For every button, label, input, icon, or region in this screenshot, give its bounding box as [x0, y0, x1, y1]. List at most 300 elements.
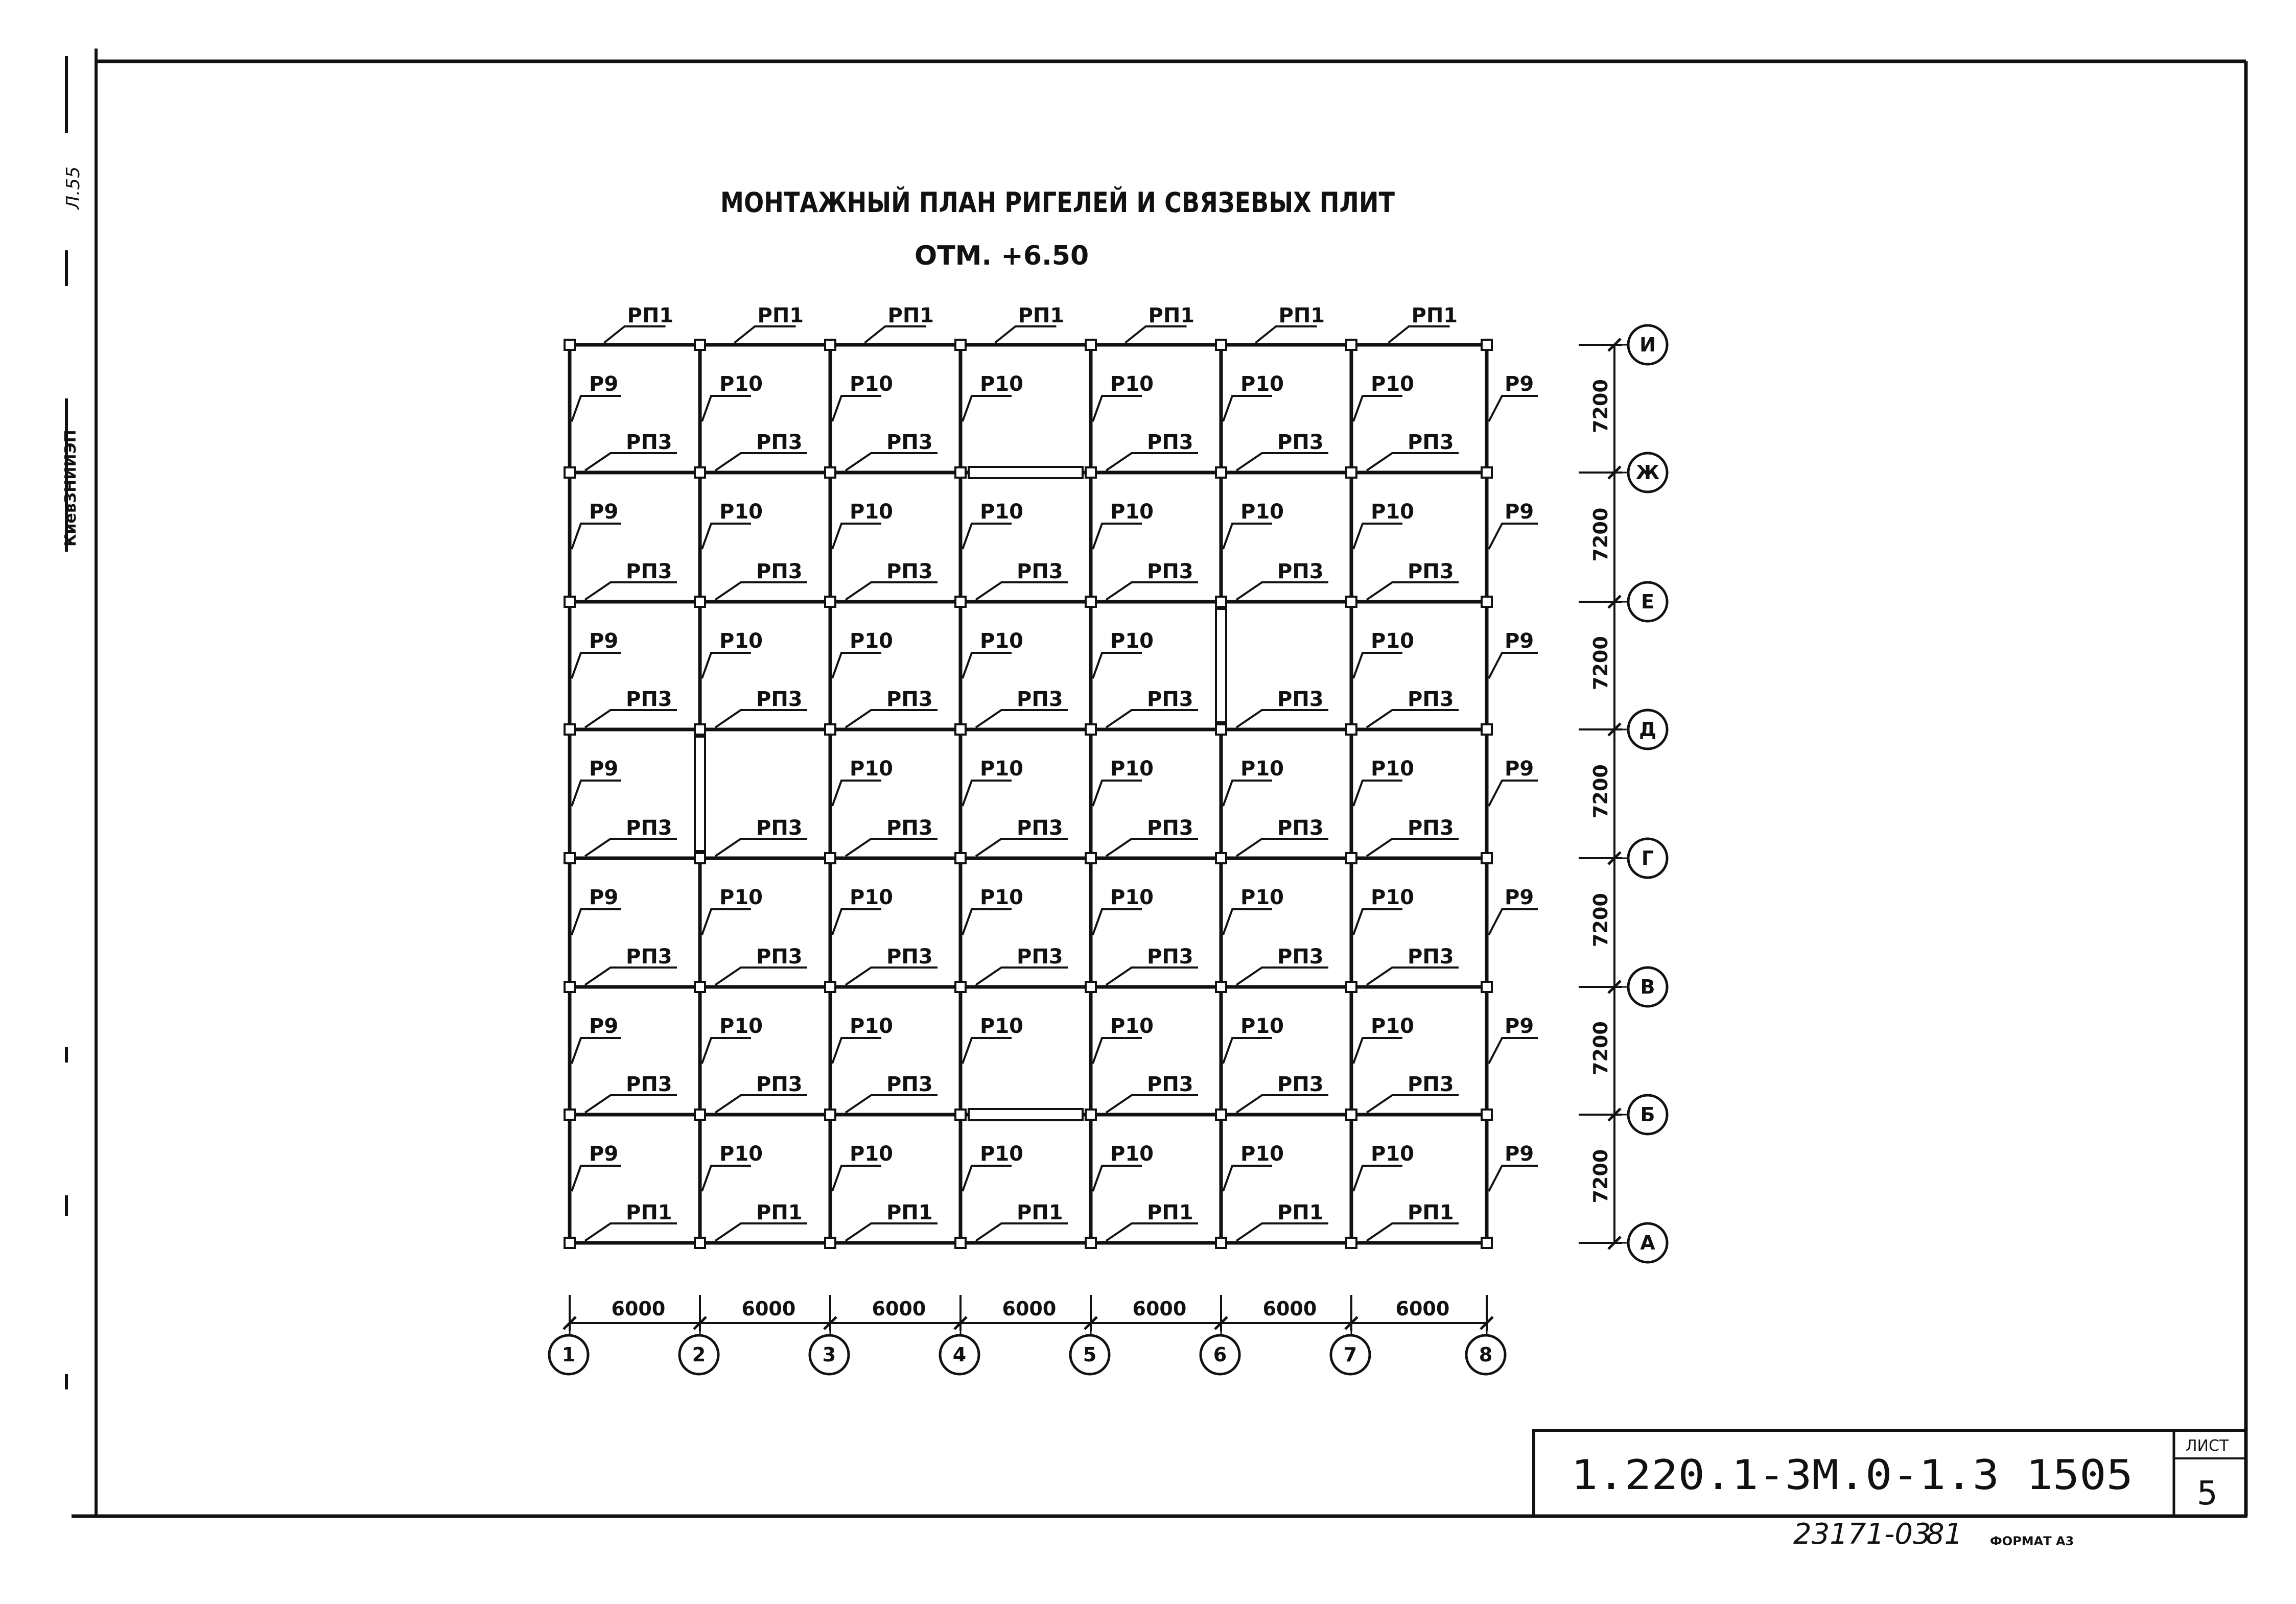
plate-label-text: РП3 — [1408, 431, 1454, 454]
plate-label-text: РП1 — [626, 1201, 672, 1224]
leader-line — [976, 582, 1068, 600]
plate-label — [1236, 560, 1328, 600]
beam-label-text: Р10 — [1240, 1142, 1284, 1166]
column-axis-label: 8 — [1479, 1343, 1493, 1366]
beam-label-text: Р10 — [850, 1142, 893, 1166]
leader-line — [572, 396, 621, 421]
leader-line — [715, 968, 807, 985]
leader-line — [1093, 396, 1142, 421]
plate-label-text: РП1 — [1277, 1201, 1324, 1224]
beam-label-text: Р10 — [850, 372, 893, 396]
leader-line — [1093, 909, 1142, 935]
leader-line — [846, 582, 938, 600]
plate-label — [585, 816, 677, 856]
leader-line — [1367, 1095, 1459, 1113]
beam-label — [1223, 886, 1284, 935]
plate-label — [1106, 1073, 1198, 1113]
beam-label — [1353, 629, 1414, 678]
leader-line — [1367, 582, 1459, 600]
beam-label-text: Р10 — [719, 1015, 763, 1038]
leader-line — [702, 1038, 751, 1064]
leader-line — [585, 1095, 677, 1113]
leader-line — [1223, 1166, 1272, 1191]
column-node — [955, 1110, 966, 1120]
leader-line — [1389, 326, 1450, 343]
grid-axis-bubbles — [549, 325, 1667, 1374]
beam-label — [832, 757, 893, 806]
beam-label — [1353, 886, 1414, 935]
beam-label — [963, 757, 1023, 806]
beam-label — [702, 886, 763, 935]
beam-label — [832, 1015, 893, 1064]
row-axis-label: Г — [1641, 847, 1654, 869]
beam-label-text: Р10 — [719, 500, 763, 524]
beam-label — [832, 886, 893, 935]
plate-label-text: РП3 — [1408, 688, 1454, 711]
leader-line — [585, 582, 677, 600]
plate-label-text: РП3 — [1017, 688, 1063, 711]
plate-label-text: РП3 — [1408, 1073, 1454, 1096]
column-node — [955, 467, 966, 478]
plate-label — [585, 688, 677, 727]
column-dimension-text: 6000 — [611, 1298, 666, 1320]
leader-line — [1106, 1223, 1198, 1241]
plate-label — [1367, 560, 1459, 600]
leader-line — [715, 1223, 807, 1241]
plate-label-text: РП3 — [756, 431, 803, 454]
plate-label-text: РП3 — [626, 688, 672, 711]
leader-line — [1126, 326, 1187, 343]
plate-label-text: РП1 — [1017, 1201, 1063, 1224]
column-node — [1482, 1238, 1492, 1248]
plate-label-text: РП3 — [1147, 431, 1193, 454]
column-node — [825, 467, 835, 478]
archive-number: 23171-03 — [1793, 1518, 1931, 1551]
beam-label — [1489, 1015, 1538, 1064]
leader-line — [735, 326, 796, 343]
void-marker-horizontal — [969, 1109, 1083, 1120]
column-node — [825, 1238, 835, 1248]
column-node — [1346, 597, 1356, 607]
row-dimension-text: 7200 — [1589, 636, 1612, 690]
beam-label-text: Р9 — [1505, 629, 1534, 653]
column-node — [955, 340, 966, 350]
leader-line — [585, 710, 677, 727]
top-plate-label — [1389, 304, 1458, 343]
plate-label — [715, 1201, 807, 1241]
plate-label — [715, 816, 807, 856]
leader-line — [572, 524, 621, 549]
plate-label — [1367, 945, 1459, 985]
plate-label-text: РП3 — [1408, 945, 1454, 969]
margin-note: Л.55 — [63, 166, 84, 209]
plate-label — [846, 560, 938, 600]
plate-label-text: РП3 — [1147, 945, 1193, 969]
beam-label-text: Р10 — [850, 886, 893, 909]
plate-label-text: РП3 — [1277, 1073, 1324, 1096]
plate-label — [585, 1201, 677, 1241]
beam-label — [1223, 500, 1284, 549]
column-node — [1086, 597, 1096, 607]
leader-line — [1353, 524, 1402, 549]
beam-label-text: Р10 — [980, 886, 1023, 909]
column-node — [565, 724, 575, 735]
beam-label-text: Р10 — [1110, 757, 1154, 781]
plate-label-text: РП3 — [1277, 431, 1324, 454]
beam-label-text: Р10 — [850, 629, 893, 653]
column-dimension-text: 6000 — [872, 1298, 926, 1320]
void-marker-vertical — [1216, 609, 1226, 722]
plate-label — [1106, 688, 1198, 727]
plate-label-text: РП3 — [1147, 816, 1193, 840]
plate-label-text: РП3 — [756, 816, 803, 840]
row-axis-label: Д — [1639, 718, 1656, 741]
plate-label-text: РП3 — [886, 945, 933, 969]
beam-label — [1489, 757, 1538, 806]
beam-label — [1093, 1015, 1154, 1064]
plate-label-text: РП3 — [1277, 688, 1324, 711]
leader-line — [1256, 326, 1317, 343]
top-plate-label-text: РП1 — [1411, 304, 1458, 327]
leader-line — [1489, 909, 1538, 935]
sheet-number: 5 — [2197, 1475, 2218, 1513]
leader-line — [1489, 781, 1538, 806]
drawing-subtitle: ОТМ. +6.50 — [915, 241, 1089, 271]
beam-label — [1093, 1142, 1154, 1191]
column-axis-label: 4 — [952, 1343, 967, 1366]
beam-label-text: Р10 — [980, 500, 1023, 524]
column-dimension-text: 6000 — [1002, 1298, 1057, 1320]
column-node — [1216, 1238, 1226, 1248]
column-node — [695, 597, 705, 607]
column-node — [1482, 597, 1492, 607]
leader-line — [1353, 1038, 1402, 1064]
beam-label-text: Р9 — [589, 372, 619, 396]
column-node — [825, 1110, 835, 1120]
beam-label — [572, 1142, 621, 1191]
leader-line — [572, 1038, 621, 1064]
beam-label-text: Р10 — [1240, 372, 1284, 396]
row-dimension-text: 7200 — [1589, 379, 1612, 433]
beam-label-text: Р10 — [980, 757, 1023, 781]
beam-label — [572, 629, 621, 678]
beam-label — [572, 500, 621, 549]
top-plate-label — [1126, 304, 1195, 343]
leader-line — [832, 781, 881, 806]
column-axis-label: 5 — [1083, 1343, 1097, 1366]
plate-label-text: РП3 — [756, 688, 803, 711]
plate-label — [846, 816, 938, 856]
beam-label-text: Р10 — [980, 629, 1023, 653]
beam-label-text: Р10 — [1240, 500, 1284, 524]
plate-label-text: РП1 — [1147, 1201, 1193, 1224]
plate-label — [976, 1201, 1068, 1241]
leader-line — [1236, 1223, 1328, 1241]
leader-line — [1367, 453, 1459, 470]
beam-label-text: Р10 — [1371, 629, 1414, 653]
column-node — [1216, 853, 1226, 863]
leader-line — [585, 1223, 677, 1241]
beam-label — [963, 886, 1023, 935]
column-node — [1346, 467, 1356, 478]
plate-label — [1367, 688, 1459, 727]
format-label: ФОРМАТ А3 — [1990, 1534, 2074, 1548]
column-node — [825, 597, 835, 607]
column-axis-label: 3 — [822, 1343, 836, 1366]
plate-label — [976, 816, 1068, 856]
beam-label — [832, 629, 893, 678]
beam-label — [1223, 757, 1284, 806]
leader-line — [1489, 1166, 1538, 1191]
top-plate-label — [1256, 304, 1325, 343]
leader-line — [1367, 1223, 1459, 1241]
beam-label — [1093, 757, 1154, 806]
row-dimension-text: 7200 — [1589, 1021, 1612, 1075]
row-dimension-text: 7200 — [1589, 507, 1612, 562]
column-node — [565, 1238, 575, 1248]
leader-line — [1489, 524, 1538, 549]
leader-line — [832, 1038, 881, 1064]
leader-line — [702, 396, 751, 421]
leader-line — [1367, 839, 1459, 856]
column-node — [955, 597, 966, 607]
row-axis-label: В — [1640, 976, 1655, 998]
leader-line — [715, 1095, 807, 1113]
leader-line — [832, 909, 881, 935]
leader-line — [1223, 396, 1272, 421]
leader-line — [1093, 781, 1142, 806]
leader-line — [1223, 781, 1272, 806]
column-node — [695, 982, 705, 992]
beam-label — [572, 757, 621, 806]
beam-label — [702, 1142, 763, 1191]
column-axis-label: 1 — [561, 1343, 576, 1366]
column-node — [955, 724, 966, 735]
leader-line — [585, 839, 677, 856]
margin-stamp: КиевЗНИИЭП — [62, 430, 80, 547]
beam-label-text: Р10 — [850, 1015, 893, 1038]
leader-line — [1106, 453, 1198, 470]
leader-line — [832, 524, 881, 549]
leader-line — [715, 453, 807, 470]
column-axis-label: 6 — [1213, 1343, 1227, 1366]
beam-label — [1489, 372, 1538, 421]
leader-line — [585, 968, 677, 985]
archive-suffix: 81 — [1926, 1518, 1963, 1551]
plate-label — [715, 688, 807, 727]
plate-label-text: РП3 — [1277, 816, 1324, 840]
column-node — [1086, 467, 1096, 478]
beam-label — [1223, 1142, 1284, 1191]
column-node — [825, 853, 835, 863]
void-marker-vertical — [695, 737, 705, 851]
beam-label-text: Р10 — [719, 1142, 763, 1166]
column-dimension-text: 6000 — [1132, 1298, 1187, 1320]
beam-label-text: Р9 — [589, 629, 619, 653]
leader-line — [846, 839, 938, 856]
column-node — [1086, 340, 1096, 350]
beam-label — [1353, 500, 1414, 549]
row-axis-label: Е — [1641, 591, 1654, 613]
plate-label — [1106, 431, 1198, 470]
beam-label — [1093, 372, 1154, 421]
plate-label-text: РП3 — [626, 945, 672, 969]
beam-label-text: Р9 — [1505, 372, 1534, 396]
column-node — [1346, 982, 1356, 992]
column-node — [1346, 853, 1356, 863]
column-node — [1346, 724, 1356, 735]
row-dimension-text: 7200 — [1589, 1149, 1612, 1204]
plate-label-text: РП3 — [626, 560, 672, 583]
plate-label — [976, 688, 1068, 727]
row-axis-label: Ж — [1635, 461, 1660, 484]
column-node — [1482, 1110, 1492, 1120]
column-node — [1482, 467, 1492, 478]
sheet-label: ЛИСТ — [2186, 1437, 2229, 1455]
beam-label — [963, 500, 1023, 549]
plate-label — [1106, 560, 1198, 600]
beam-label — [572, 372, 621, 421]
plate-label — [1236, 945, 1328, 985]
beam-label-text: Р9 — [1505, 1015, 1534, 1038]
dimension-lines — [564, 339, 1622, 1331]
plate-label — [846, 431, 938, 470]
beam-label — [702, 500, 763, 549]
leader-line — [963, 653, 1012, 678]
leader-line — [963, 781, 1012, 806]
column-node — [1086, 982, 1096, 992]
plate-label — [1236, 1073, 1328, 1113]
plate-label — [715, 945, 807, 985]
leader-line — [976, 839, 1068, 856]
column-dimension-text: 6000 — [741, 1298, 796, 1320]
top-plate-label-text: РП1 — [887, 304, 934, 327]
leader-line — [572, 909, 621, 935]
beam-label-text: Р9 — [589, 500, 619, 524]
column-dimension-text: 6000 — [1395, 1298, 1450, 1320]
leader-line — [1223, 1038, 1272, 1064]
beam-label-text: Р10 — [719, 886, 763, 909]
top-plate-label-text: РП1 — [1018, 304, 1065, 327]
beam-label-text: Р9 — [1505, 1142, 1534, 1166]
plate-label-text: РП1 — [756, 1201, 803, 1224]
column-node — [695, 1110, 705, 1120]
row-dimension-text: 7200 — [1589, 893, 1612, 947]
beam-label-text: Р9 — [589, 1015, 619, 1038]
leader-line — [1236, 1095, 1328, 1113]
plate-label — [715, 1073, 807, 1113]
leader-line — [1093, 1166, 1142, 1191]
plate-label-text: РП3 — [1017, 816, 1063, 840]
plate-label — [1367, 816, 1459, 856]
column-node — [1216, 1110, 1226, 1120]
leader-line — [1353, 781, 1402, 806]
plate-label — [1236, 431, 1328, 470]
column-node — [1482, 853, 1492, 863]
plate-label — [846, 1201, 938, 1241]
beam-label — [1093, 886, 1154, 935]
beam-label — [1353, 1015, 1414, 1064]
top-plate-label — [865, 304, 934, 343]
beam-label-text: Р10 — [980, 1015, 1023, 1038]
beam-label — [702, 372, 763, 421]
leader-line — [963, 909, 1012, 935]
leader-line — [1489, 653, 1538, 678]
leader-line — [1093, 1038, 1142, 1064]
column-node — [695, 467, 705, 478]
column-node — [565, 340, 575, 350]
column-node — [1216, 597, 1226, 607]
column-node — [825, 724, 835, 735]
beam-label-text: Р10 — [1371, 757, 1414, 781]
column-node — [955, 853, 966, 863]
leader-line — [715, 710, 807, 727]
beam-label-text: Р10 — [1110, 886, 1154, 909]
top-plate-label-text: РП1 — [627, 304, 674, 327]
beam-label-text: Р10 — [1371, 500, 1414, 524]
leader-line — [1106, 1095, 1198, 1113]
column-node — [825, 340, 835, 350]
leader-line — [1236, 839, 1328, 856]
leader-line — [1223, 909, 1272, 935]
beam-label-text: Р9 — [589, 757, 619, 781]
column-axis-label: 7 — [1343, 1343, 1357, 1366]
beam-label-text: Р10 — [980, 1142, 1023, 1166]
drawing-title: МОНТАЖНЫЙ ПЛАН РИГЕЛЕЙ И СВЯЗЕВЫХ ПЛИТ — [720, 186, 1395, 219]
beam-label — [1489, 629, 1538, 678]
leader-line — [976, 710, 1068, 727]
row-axis-label: А — [1640, 1232, 1655, 1254]
beam-label — [1489, 886, 1538, 935]
element-labels — [572, 304, 1538, 1241]
column-node — [565, 467, 575, 478]
leader-line — [846, 710, 938, 727]
leader-line — [995, 326, 1057, 343]
beam-label — [1353, 372, 1414, 421]
plate-label-text: РП1 — [1408, 1201, 1454, 1224]
plate-label-text: РП3 — [626, 431, 672, 454]
leader-line — [1353, 653, 1402, 678]
top-plate-label — [604, 304, 674, 343]
plate-label — [1367, 1073, 1459, 1113]
beam-label — [1093, 500, 1154, 549]
leader-line — [1353, 1166, 1402, 1191]
plate-label-text: РП3 — [1147, 1073, 1193, 1096]
top-plate-label — [735, 304, 804, 343]
plate-label-text: РП3 — [886, 688, 933, 711]
leader-line — [846, 453, 938, 470]
plate-label — [585, 1073, 677, 1113]
beam-label-text: Р10 — [1240, 1015, 1284, 1038]
column-node — [1346, 1110, 1356, 1120]
beam-label — [1353, 1142, 1414, 1191]
beam-label — [963, 372, 1023, 421]
top-plate-label-text: РП1 — [1278, 304, 1325, 327]
plate-label-text: РП3 — [756, 1073, 803, 1096]
beam-label — [963, 1142, 1023, 1191]
leader-line — [1106, 839, 1198, 856]
leader-line — [702, 1166, 751, 1191]
leader-line — [1093, 524, 1142, 549]
leader-line — [702, 524, 751, 549]
leader-line — [1106, 968, 1198, 985]
column-node — [1346, 340, 1356, 350]
leader-line — [604, 326, 666, 343]
leader-line — [963, 396, 1012, 421]
leader-line — [1223, 524, 1272, 549]
beam-label — [963, 629, 1023, 678]
column-node — [1086, 724, 1096, 735]
